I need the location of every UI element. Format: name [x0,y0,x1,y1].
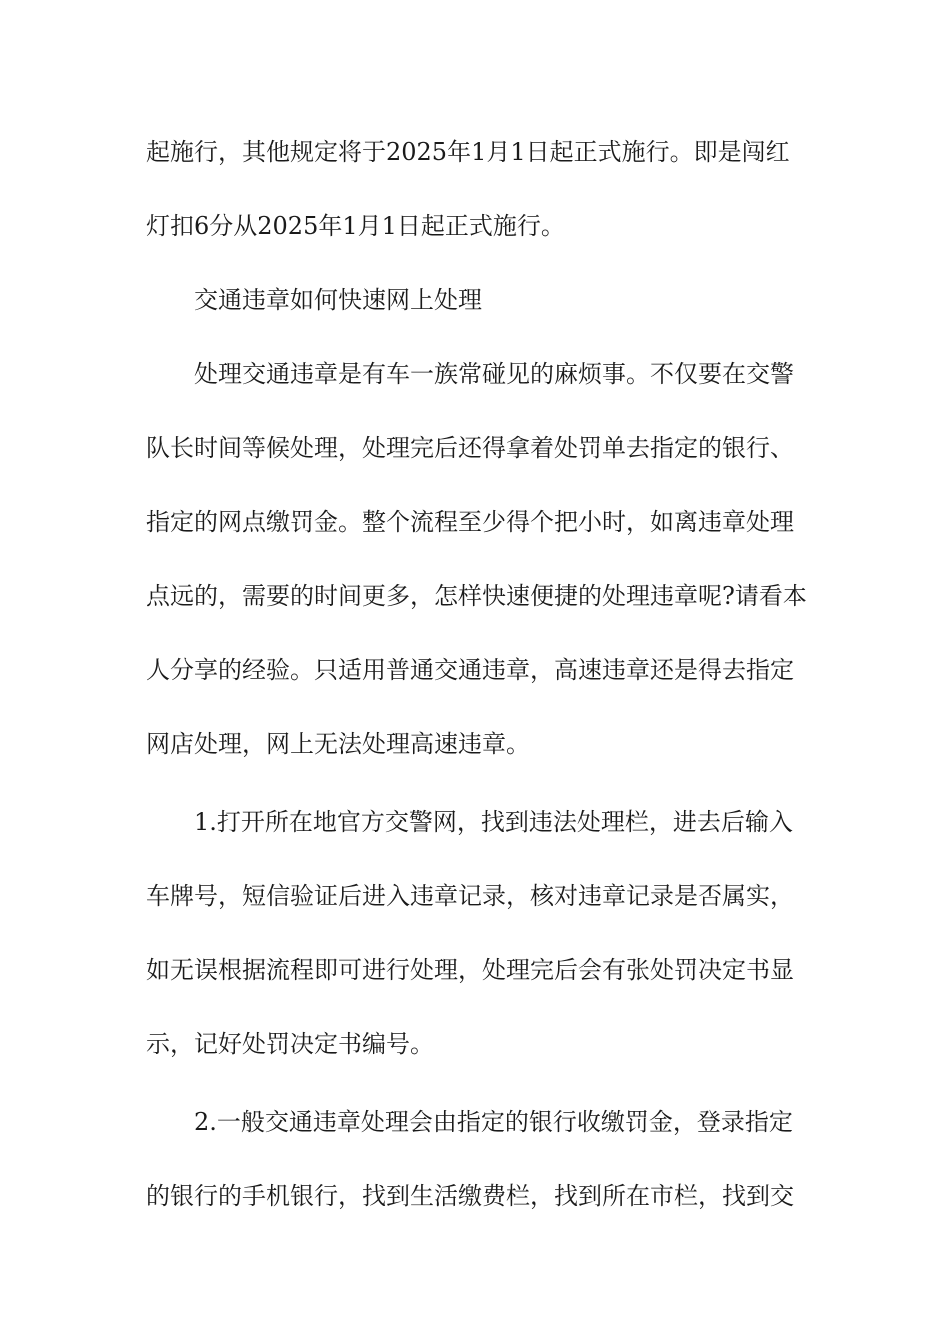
list-item-line: 2.一般交通违章处理会由指定的银行收缴罚金，登录指定 [194,1108,793,1136]
paragraph-line: 处理交通违章是有车一族常碰见的麻烦事。不仅要在交警 [194,360,794,388]
list-item-line: 的银行的手机银行，找到生活缴费栏，找到所在市栏，找到交 [146,1182,794,1210]
paragraph-line: 灯扣6分从2025年1月1日起正式施行。 [146,212,565,240]
paragraph-line: 点远的，需要的时间更多，怎样快速便捷的处理违章呢?请看本 [146,582,807,610]
paragraph-line: 队长时间等候处理，处理完后还得拿着处罚单去指定的银行、 [146,434,794,462]
list-item-line: 示，记好处罚决定书编号。 [146,1030,434,1058]
list-item-line: 如无误根据流程即可进行处理，处理完后会有张处罚决定书显 [146,956,794,984]
paragraph-line: 指定的网点缴罚金。整个流程至少得个把小时，如离违章处理 [146,508,794,536]
section-heading: 交通违章如何快速网上处理 [194,286,482,314]
paragraph-line: 人分享的经验。只适用普通交通违章，高速违章还是得去指定 [146,656,794,684]
paragraph-line: 起施行，其他规定将于2025年1月1日起正式施行。即是闯红 [146,138,790,166]
list-item-line: 车牌号，短信验证后进入违章记录，核对违章记录是否属实， [146,882,794,910]
list-item-line: 1.打开所在地官方交警网，找到违法处理栏，进去后输入 [194,808,793,836]
paragraph-line: 网店处理，网上无法处理高速违章。 [146,730,530,758]
